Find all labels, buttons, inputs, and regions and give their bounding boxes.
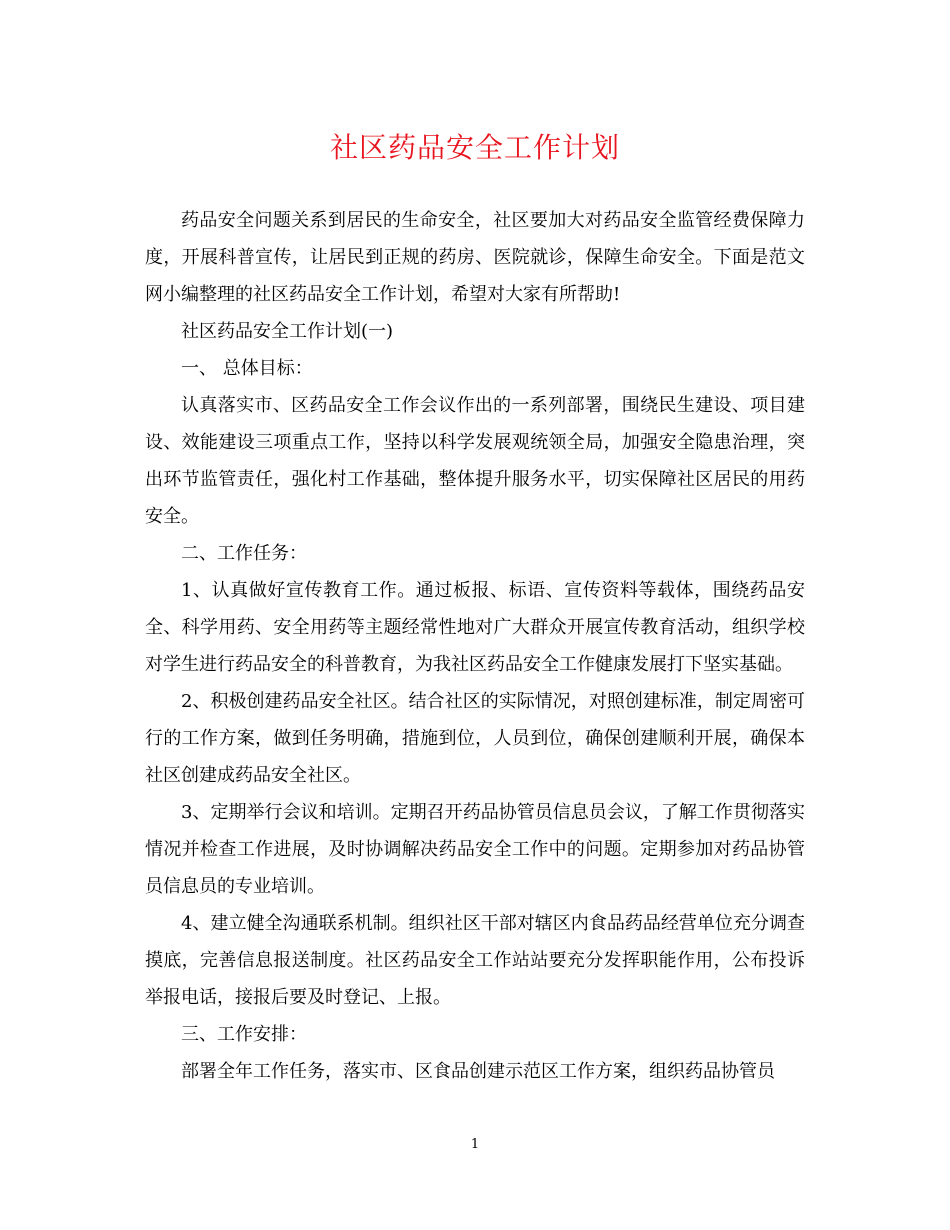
paragraph-section-1-heading: 一、 总体目标：	[181, 358, 313, 379]
paragraph-section-2-heading: 二、工作任务：	[181, 543, 307, 564]
paragraph-plan-heading: 社区药品安全工作计划(一)	[181, 321, 394, 342]
paragraph-section-3-body: 部署全年工作任务，落实市、区食品创建示范区工作方案，组织药品协管员	[181, 1061, 775, 1082]
paragraph-task-1: 1、认真做好宣传教育工作。通过板报、标语、宣传资料等载体，围绕药品安全、科学用药、安全用药等主题经常性地对广大群众开展宣传教育活动，组织学校对学生进行药品安全的科普教育，为我社区药品安全工作健康发展打下坚实基础。	[145, 580, 805, 675]
paragraph-task-4: 4、建立健全沟通联系机制。组织社区干部对辖区内食品药品经营单位充分调查摸底，完善信息报送制度。社区药品安全工作站站要充分发挥职能作用，公布投诉举报电话，接报后要及时登记、上报。	[145, 913, 805, 1008]
page-number: 1	[470, 1137, 480, 1152]
paragraph-task-3: 3、定期举行会议和培训。定期召开药品协管员信息员会议，了解工作贯彻落实情况并检查工作进展，及时协调解决药品安全工作中的问题。定期参加对药品协管员信息员的专业培训。	[145, 802, 805, 897]
paragraph-intro: 药品安全问题关系到居民的生命安全，社区要加大对药品安全监管经费保障力度，开展科普宣传，让居民到正规的药房、医院就诊，保障生命安全。下面是范文网小编整理的社区药品安全工作计划，希望对大家有所帮助!	[145, 210, 805, 305]
paragraph-section-1-body: 认真落实市、区药品安全工作会议作出的一系列部署，围绕民生建设、项目建设、效能建设三项重点工作，坚持以科学发展观统领全局，加强安全隐患治理，突出环节监管责任，强化村工作基础，整体提升服务水平，切实保障社区居民的用药安全。	[145, 395, 805, 527]
paragraph-task-2: 2、积极创建药品安全社区。结合社区的实际情况，对照创建标准，制定周密可行的工作方案，做到任务明确，措施到位，人员到位，确保创建顺利开展，确保本社区创建成药品安全社区。	[145, 691, 805, 786]
document-title: 社区药品安全工作计划	[329, 131, 620, 164]
document-body	[145, 202, 805, 1090]
paragraph-section-3-heading: 三、工作安排：	[181, 1024, 307, 1045]
